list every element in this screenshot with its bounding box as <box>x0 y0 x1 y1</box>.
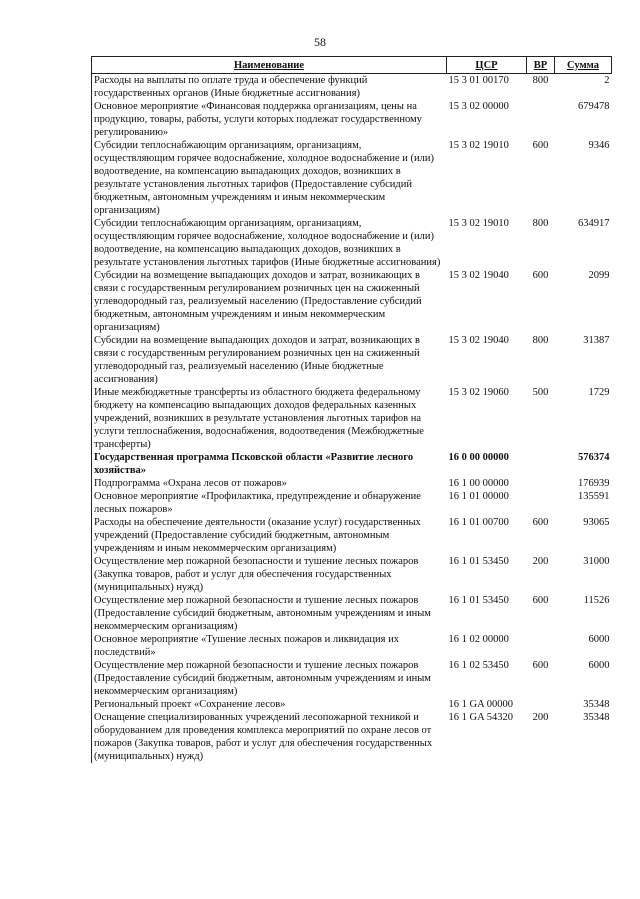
row-code-cell: 16 1 GA 54320 <box>448 712 513 723</box>
row-name-cell: Оснащение специализированных учреждений лесопожарной техникой и оборудованием для проведения комплекса мероприятий по охране лесов от пожаров (Закупка товаров, работ и услуг для обеспечения государственных (муниципальных) нужд) <box>92 711 447 763</box>
row-code-cell: 15 3 02 00000 <box>448 101 509 112</box>
row-name-cell: Региональный проект «Сохранение лесов» <box>92 698 447 711</box>
row-vr-cell: 600 <box>532 270 549 281</box>
row-sum-cell: 6000 <box>588 660 610 671</box>
row-sum-cell: 93065 <box>583 517 610 528</box>
column-header-sum: Сумма <box>555 57 612 74</box>
row-code-cell: 16 1 00 00000 <box>448 478 509 489</box>
row-vr-cell: 600 <box>532 595 549 606</box>
row-name-cell: Осуществление мер пожарной безопасности и тушение лесных пожаров (Закупка товаров, работ и услуг для обеспечения государственных (муниципальных) нужд) <box>92 555 447 594</box>
table-row <box>92 594 612 633</box>
row-code-cell: 16 1 02 53450 <box>448 660 509 671</box>
row-name-cell: Осуществление мер пожарной безопасности и тушение лесных пожаров (Предоставление субсидий бюджетным, автономным учреждениям и иным некоммерческим организациям) <box>92 659 447 698</box>
column-header-name: Наименование <box>92 57 447 74</box>
row-name-cell: Субсидии теплоснабжающим организациям, организациям, осуществляющим горячее водоснабжение, холодное водоснабжение и (или) водоотведение, на компенсацию выпадающих доходов, возникших в результате установления льготных тарифов (Иные бюджетные ассигнования) <box>92 217 447 269</box>
row-code-cell: 16 1 01 53450 <box>448 556 509 567</box>
column-header-vr: ВР <box>527 57 555 74</box>
row-sum-cell: 31387 <box>583 335 610 346</box>
row-code-cell: 16 1 01 53450 <box>448 595 509 606</box>
row-sum-cell: 6000 <box>588 634 610 645</box>
row-vr-cell: 500 <box>532 387 549 398</box>
row-sum-cell: 2 <box>604 75 610 86</box>
row-sum-cell: 135591 <box>578 491 610 502</box>
table-row <box>92 100 612 139</box>
row-code-cell: 16 1 02 00000 <box>448 634 509 645</box>
row-name-cell: Основное мероприятие «Финансовая поддержка организациям, цены на продукцию, товары, работы, услуги которых подлежат государственному регулированию» <box>92 100 447 139</box>
row-code-cell: 15 3 02 19010 <box>448 140 509 151</box>
table-row <box>92 477 612 490</box>
row-vr-cell <box>527 698 555 711</box>
row-sum-cell: 576374 <box>578 452 610 463</box>
table-row <box>92 386 612 451</box>
row-name-cell: Осуществление мер пожарной безопасности и тушение лесных пожаров (Предоставление субсидий бюджетным, автономным учреждениям и иным некоммерческим организациям) <box>92 594 447 633</box>
row-name-cell: Субсидии на возмещение выпадающих доходов и затрат, возникающих в связи с государственным регулированием розничных цен на сжиженный углеводородный газ, реализуемый населению (Предоставление субсидий бюджетным, автономным учреждениям и иным некоммерческим организациям) <box>92 269 447 334</box>
row-sum-cell: 634917 <box>578 218 610 229</box>
row-vr-cell: 800 <box>532 218 549 229</box>
table-row <box>92 334 612 386</box>
row-vr-cell: 600 <box>532 660 549 671</box>
row-sum-cell: 2099 <box>588 270 610 281</box>
table-row <box>92 217 612 269</box>
table-row <box>92 633 612 659</box>
row-name-cell: Субсидии на возмещение выпадающих доходов и затрат, возникающих в связи с государственным регулированием розничных цен на сжиженный углеводородный газ, реализуемый населению (Иные бюджетные ассигнования) <box>92 334 447 386</box>
row-sum-cell: 1729 <box>588 387 610 398</box>
row-vr-cell: 200 <box>532 712 549 723</box>
row-sum-cell: 35348 <box>583 699 610 710</box>
row-code-cell: 16 1 GA 00000 <box>448 699 513 710</box>
row-sum-cell: 9346 <box>588 140 610 151</box>
row-code-cell: 16 0 00 00000 <box>448 452 509 463</box>
table-header-row <box>92 57 612 74</box>
table-row <box>92 139 612 217</box>
row-name-cell: Субсидии теплоснабжающим организациям, организациям, осуществляющим горячее водоснабжение, холодное водоснабжение и (или) водоотведение, на компенсацию выпадающих доходов, возникших в результате установления льготных тарифов (Предоставление субсидий бюджетным, автономным учреждениям и иным некоммерческим организациям) <box>92 139 447 217</box>
row-vr-cell: 600 <box>532 517 549 528</box>
row-name-cell: Расходы на выплаты по оплате труда и обеспечение функций государственных органов (Иные бюджетные ассигнования) <box>92 74 447 101</box>
row-sum-cell: 679478 <box>578 101 610 112</box>
table-row <box>92 555 612 594</box>
table-row <box>92 269 612 334</box>
row-name-cell: Государственная программа Псковской области «Развитие лесного хозяйства» <box>92 451 447 477</box>
table-row <box>92 711 612 763</box>
row-code-cell: 15 3 02 19010 <box>448 218 509 229</box>
table-row <box>92 490 612 516</box>
table-row <box>92 74 612 101</box>
row-sum-cell: 31000 <box>583 556 610 567</box>
row-name-cell: Иные межбюджетные трансферты из областного бюджета федеральному бюджету на компенсацию выпадающих доходов федеральных казенных учреждений, возникших в результате установления льготных тарифов на услуги теплоснабжения, водоснабжения, водоотведения (Межбюджетные трансферты) <box>92 386 447 451</box>
budget-table <box>91 56 612 763</box>
row-vr-cell: 200 <box>532 556 549 567</box>
table-row <box>92 698 612 711</box>
row-code-cell: 16 1 01 00000 <box>448 491 509 502</box>
row-code-cell: 15 3 02 19060 <box>448 387 509 398</box>
row-vr-cell <box>527 100 555 139</box>
row-vr-cell <box>527 477 555 490</box>
row-code-cell: 16 1 01 00700 <box>448 517 509 528</box>
table-row <box>92 516 612 555</box>
row-name-cell: Подпрограмма «Охрана лесов от пожаров» <box>92 477 447 490</box>
row-vr-cell: 800 <box>532 75 549 86</box>
column-header-code: ЦСР <box>447 57 527 74</box>
row-code-cell: 15 3 01 00170 <box>448 75 509 86</box>
table-row <box>92 451 612 477</box>
row-code-cell: 15 3 02 19040 <box>448 270 509 281</box>
row-vr-cell <box>527 490 555 516</box>
table-row <box>92 659 612 698</box>
row-code-cell: 15 3 02 19040 <box>448 335 509 346</box>
table-body <box>92 74 612 764</box>
row-sum-cell: 35348 <box>583 712 610 723</box>
page-number: 58 <box>314 35 326 49</box>
row-vr-cell: 600 <box>532 140 549 151</box>
row-name-cell: Расходы на обеспечение деятельности (оказание услуг) государственных учреждений (Предоставление субсидий бюджетным, автономным учреждениям и иным некоммерческим организациям) <box>92 516 447 555</box>
row-vr-cell: 800 <box>532 335 549 346</box>
row-sum-cell: 176939 <box>578 478 610 489</box>
row-name-cell: Основное мероприятие «Профилактика, предупреждение и обнаружение лесных пожаров» <box>92 490 447 516</box>
row-vr-cell <box>527 451 555 477</box>
row-name-cell: Основное мероприятие «Тушение лесных пожаров и ликвидация их последствий» <box>92 633 447 659</box>
row-sum-cell: 11526 <box>583 595 610 606</box>
row-vr-cell <box>527 633 555 659</box>
